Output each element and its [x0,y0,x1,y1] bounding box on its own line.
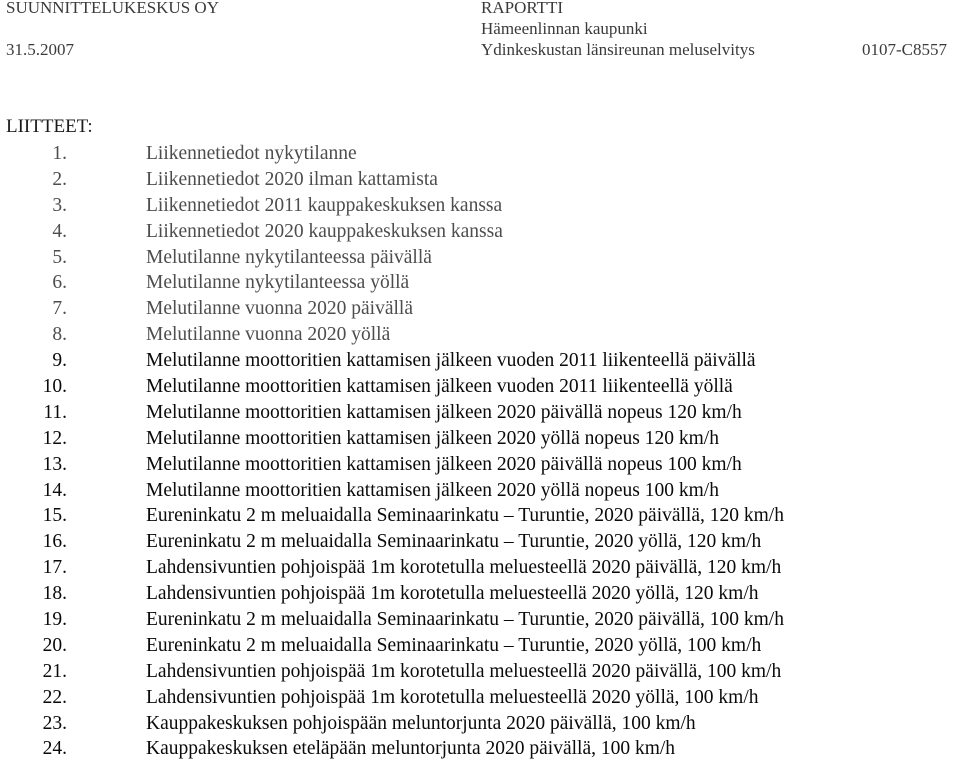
appendix-title: Melutilanne moottoritien kattamisen jälkeen 2020 yöllä nopeus 120 km/h [146,427,719,449]
appendix-number: 4. [52,220,67,242]
appendix-number: 1. [52,143,67,164]
appendix-title: Kauppakeskuksen eteläpään meluntorjunta 2020 päivällä, 100 km/h [146,738,676,760]
appendix-title: Liikennetiedot 2020 ilman kattamista [146,168,438,190]
appendix-item [0,713,960,739]
appendix-title: Lahdensivuntien pohjoispää 1m korotetulla meluesteellä 2020 yöllä, 100 km/h [146,686,759,708]
appendix-title: Melutilanne nykytilanteessa päivällä [146,246,432,268]
appendix-item [0,661,960,687]
appendix-number: 18. [42,583,67,605]
header-left [6,0,219,60]
appendix-item [0,738,960,764]
page-header [0,0,960,70]
appendix-item [0,195,960,221]
appendix-item [0,635,960,661]
appendix-title: Kauppakeskuksen pohjoispään meluntorjunta 2020 päivällä, 100 km/h [146,712,696,734]
appendix-number: 10. [42,376,67,398]
appendix-number: 5. [52,246,67,268]
appendix-title: Eureninkatu 2 m meluaidalla Seminaarinkatu – Turuntie, 2020 päivällä, 120 km/h [146,505,784,527]
appendix-item [0,687,960,713]
appendix-number: 22. [42,686,67,708]
appendix-number: 11. [43,401,67,423]
appendix-title: Lahdensivuntien pohjoispää 1m korotetulla meluesteellä 2020 päivällä, 100 km/h [146,660,782,682]
appendix-number: 20. [42,634,67,656]
appendix-number: 21. [42,660,67,682]
appendix-item [0,298,960,324]
appendix-number: 7. [52,298,67,320]
appendix-title: Melutilanne vuonna 2020 päivällä [146,298,413,320]
document-number: 0107-C8557 [862,40,947,59]
appendix-title: Liikennetiedot 2011 kauppakeskuksen kanssa [146,194,503,216]
client-name: Hämeenlinnan kaupunki [481,19,648,38]
appendix-title: Eureninkatu 2 m meluaidalla Seminaarinkatu – Turuntie, 2020 yöllä, 100 km/h [146,634,762,656]
report-subject: Ydinkeskustan länsireunan meluselvitys [481,40,755,59]
appendix-list [0,143,960,764]
appendix-number: 16. [42,531,67,553]
appendix-item [0,143,960,169]
appendix-item [0,583,960,609]
document-type: RAPORTTI [481,0,564,17]
appendix-number: 23. [42,712,67,734]
appendix-number: 8. [52,324,67,346]
appendix-item [0,480,960,506]
appendix-number: 2. [52,168,67,190]
appendix-title: Melutilanne nykytilanteessa yöllä [146,272,410,294]
appendix-item [0,402,960,428]
appendix-number: 17. [42,557,67,579]
appendix-number: 6. [52,272,67,294]
appendix-number: 3. [52,194,67,216]
appendix-title: Lahdensivuntien pohjoispää 1m korotetulla meluesteellä 2020 yöllä, 120 km/h [146,583,759,605]
appendix-item [0,272,960,298]
appendix-item [0,376,960,402]
appendix-item [0,609,960,635]
appendix-item [0,350,960,376]
appendix-item [0,454,960,480]
appendix-title: Melutilanne moottoritien kattamisen jälkeen 2020 päivällä nopeus 120 km/h [146,401,742,423]
appendix-number: 14. [42,479,67,501]
company-name: SUUNNITTELUKESKUS OY [6,0,219,17]
appendix-title: Eureninkatu 2 m meluaidalla Seminaarinkatu – Turuntie, 2020 yöllä, 120 km/h [146,531,762,553]
appendix-number: 19. [42,609,67,631]
appendix-item [0,505,960,531]
appendix-title: Melutilanne moottoritien kattamisen jälkeen 2020 päivällä nopeus 100 km/h [146,453,742,475]
appendix-item [0,247,960,273]
appendix-number: 13. [42,453,67,475]
appendix-number: 15. [42,505,67,527]
appendix-item [0,324,960,350]
appendix-number: 12. [42,427,67,449]
appendix-item [0,221,960,247]
header-middle [481,0,755,60]
appendix-item [0,531,960,557]
appendix-item [0,428,960,454]
appendix-title: Melutilanne moottoritien kattamisen jälkeen vuoden 2011 liikenteellä yöllä [146,376,733,398]
appendices-heading: LIITTEET: [6,116,93,137]
appendix-title: Melutilanne vuonna 2020 yöllä [146,324,391,346]
appendix-number: 9. [52,350,67,372]
appendix-item [0,169,960,195]
appendix-number: 24. [42,738,67,760]
appendix-title: Melutilanne moottoritien kattamisen jälkeen 2020 yöllä nopeus 100 km/h [146,479,719,501]
appendix-title: Melutilanne moottoritien kattamisen jälkeen vuoden 2011 liikenteellä päivällä [146,350,756,372]
appendix-title: Liikennetiedot nykytilanne [146,143,357,164]
appendix-item [0,557,960,583]
appendix-title: Lahdensivuntien pohjoispää 1m korotetulla meluesteellä 2020 päivällä, 120 km/h [146,557,782,579]
appendix-title: Eureninkatu 2 m meluaidalla Seminaarinkatu – Turuntie, 2020 päivällä, 100 km/h [146,609,784,631]
appendix-title: Liikennetiedot 2020 kauppakeskuksen kanssa [146,220,503,242]
report-date: 31.5.2007 [6,40,74,59]
